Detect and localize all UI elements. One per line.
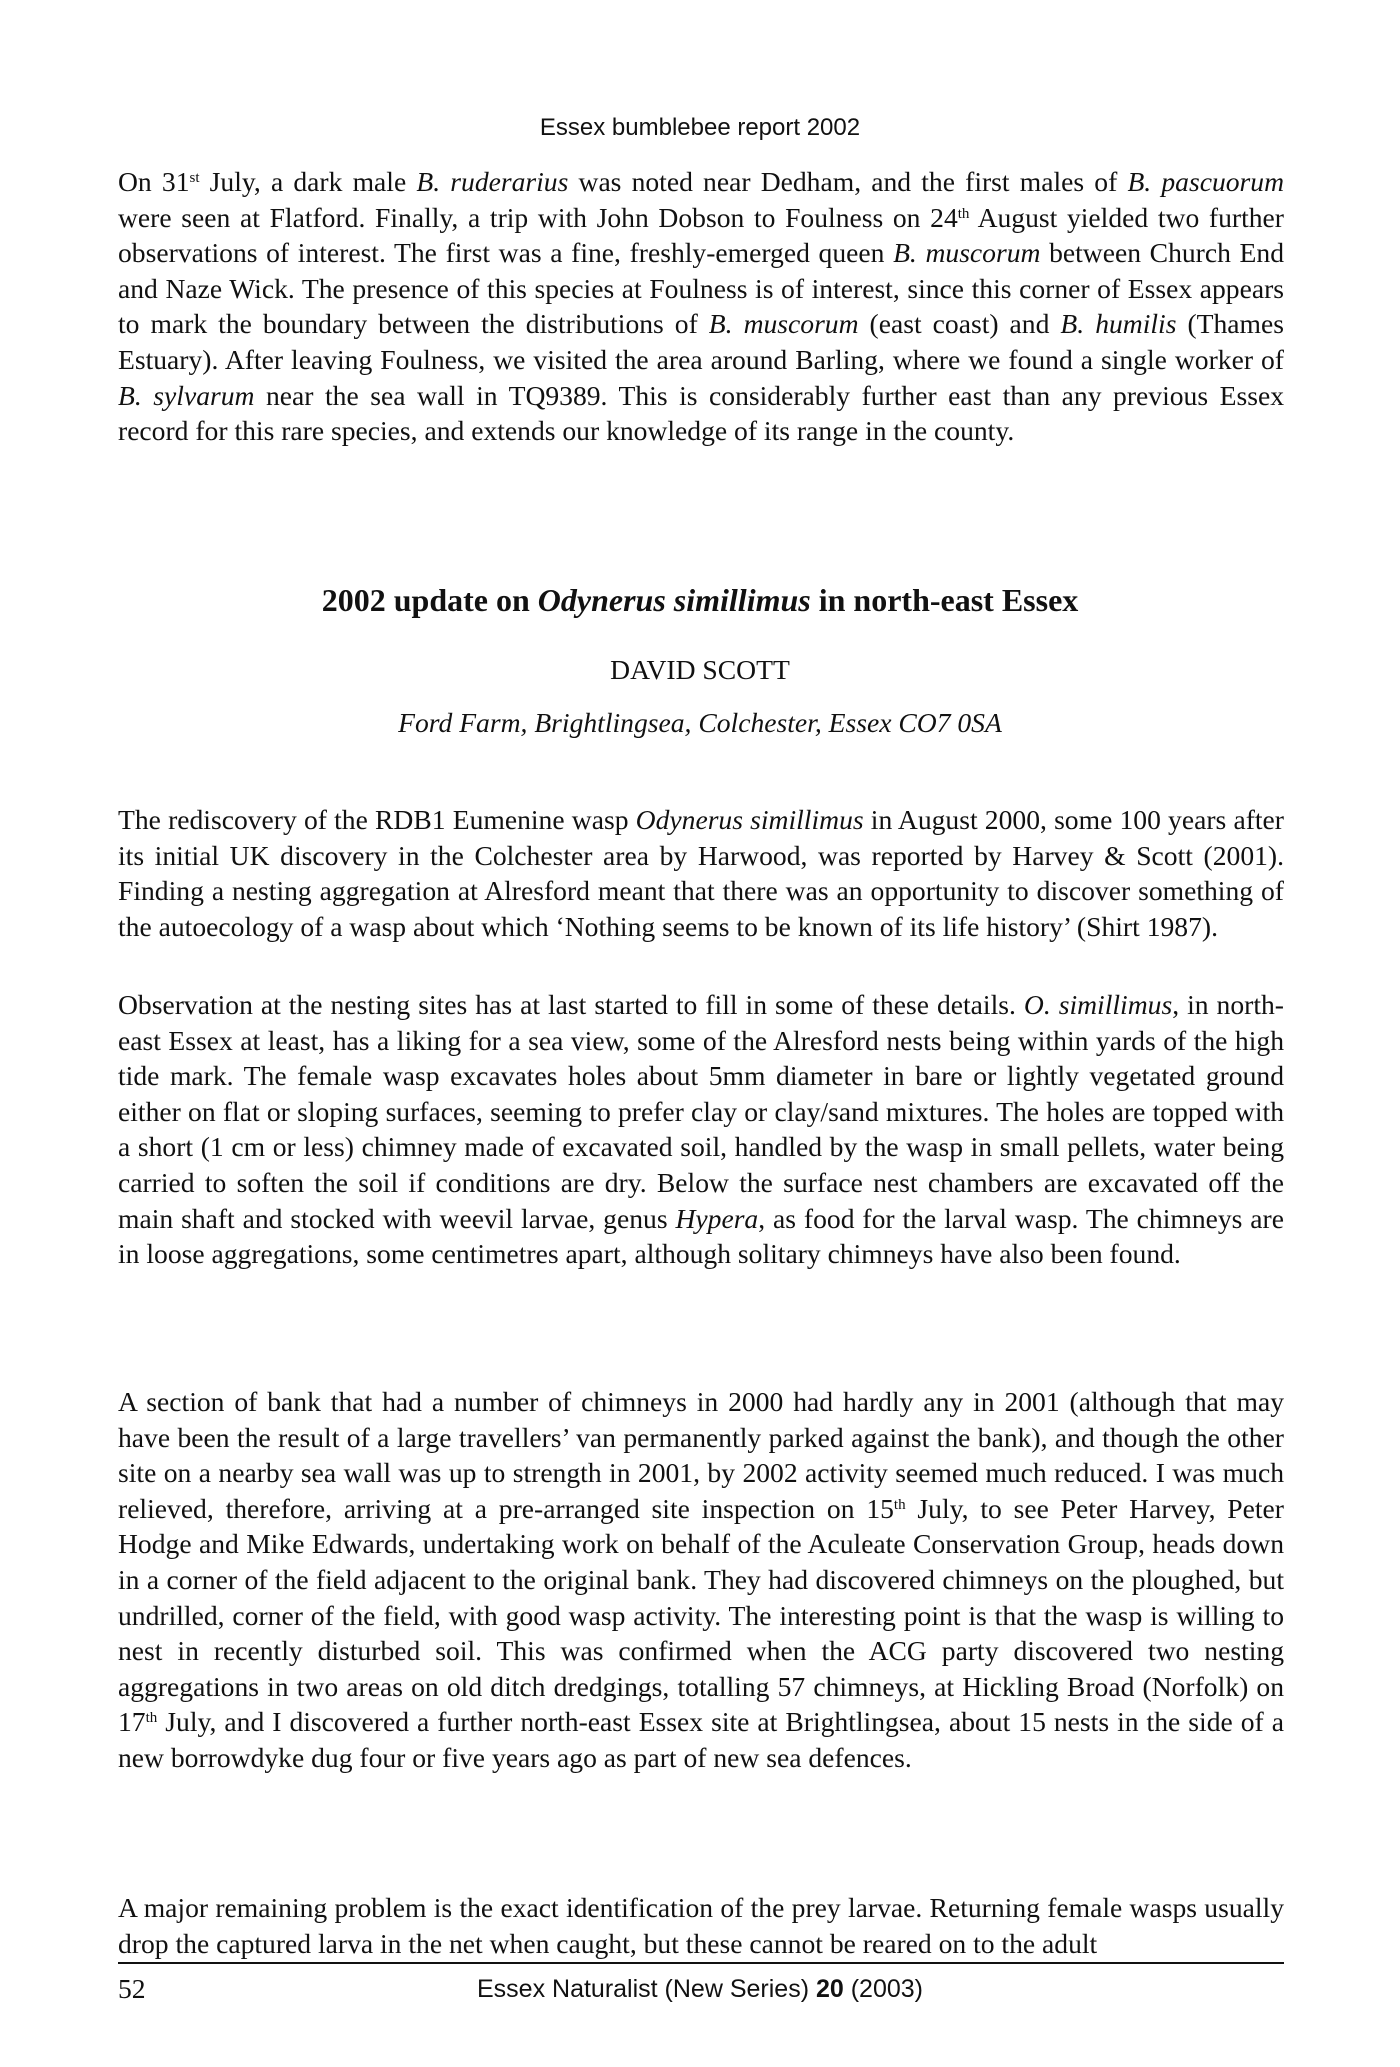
article-title: 2002 update on Odynerus simillimus in north-east Essex [321, 582, 1079, 618]
ordinal-suffix: th [957, 205, 970, 222]
author-address: Ford Farm, Brightlingsea, Colchester, Essex CO7 0SA [398, 707, 1002, 738]
body-paragraph-1: The rediscovery of the RDB1 Eumenine wasp Odynerus simillimus in August 2000, some 100 years after its initial UK discovery in the Colchester area by Harwood, was reported by Harvey & Scott (2001). Finding a nesting aggregation at Alresford meant that there was an opportunity to discover something of the autoecology of a wasp about which ‘Nothing seems to be known of its life history’ (Shirt 1987). [118, 804, 1284, 942]
body-paragraph-4: A major remaining problem is the exact identification of the prey larvae. Returning female wasps usually drop the captured larva in the net when caught, but these cannot be reared on to the adult [118, 1892, 1284, 1959]
journal-volume: 20 [815, 1975, 844, 2003]
species-name: B. pascuorum [1127, 166, 1284, 197]
species-name: B. humilis [1060, 308, 1177, 340]
species-name: O. simillimus [1023, 989, 1173, 1020]
article-author: DAVID SCOTT [610, 654, 790, 685]
species-name: Odynerus simillimus [635, 804, 864, 835]
ordinal-suffix: th [145, 1710, 158, 1727]
ordinal-suffix: th [893, 1496, 906, 1513]
body-paragraph-2: Observation at the nesting sites has at last started to fill in some of these details. O. simillimus, in north-east Essex at least, has a liking for a sea view, some of the Alresford nests being within yards of the high tide mark. The female wasp excavates holes about 5mm diameter in bare or lightly vegetated ground either on flat or sloping surfaces, seeming to prefer clay or clay/sand mixtures. The holes are topped with a short (1 cm or less) chimney made of excavated soil, handled by the wasp in small pellets, water being carried to soften the soil if conditions are dry. Below the surface nest chambers are excavated off the main shaft and stocked with weevil larvae, genus Hypera, as food for the larval wasp. The chimneys are in loose aggregations, some centimetres apart, although solitary chimneys have also been found. [118, 989, 1284, 1270]
article-title-species: Odynerus simillimus [537, 582, 811, 618]
ordinal-suffix: st [189, 170, 200, 186]
species-name: B. muscorum [893, 237, 1041, 269]
species-name: B. sylvarum [118, 379, 255, 411]
species-name: B. ruderarius [416, 166, 569, 197]
journal-citation: Essex Naturalist (New Series) 20 (2003) [476, 1975, 923, 2003]
footer-divider [118, 1962, 1284, 1964]
genus-name: Hypera [675, 1202, 759, 1234]
body-paragraph-3: A section of bank that had a number of chimneys in 2000 had hardly any in 2001 (although that may have been the result of a large travellers’ van permanently parked against the bank), and though the other site on a nearby sea wall was up to strength in 2001, by 2002 activity seemed much reduced. I was much relieved, therefore, arriving at a pre-arranged site inspection on 15th July, to see Peter Harvey, Peter Hodge and Mike Edwards, undertaking work on behalf of the Aculeate Conservation Group, heads down in a corner of the field adjacent to the original bank. They had discovered chimneys on the ploughed, but undrilled, corner of the field, with good wasp activity. The interesting point is that the wasp is willing to nest in recently disturbed soil. This was confirmed when the ACG party discovered two nesting aggregations in two areas on old ditch dredgings, totalling 57 chimneys, at Hickling Broad (Norfolk) on 17th July, and I discovered a further north-east Essex site at Brightlingsea, about 15 nests in the side of a new borrowdyke dug four or five years ago as part of new sea defences. [118, 1386, 1284, 1773]
intro-paragraph: On 31st July, a dark male B. ruderarius was noted near Dedham, and the first males of B. pascuorum were seen at Flatford. Finally, a trip with John Dobson to Foulness on 24th August yielded two further observations of interest. The first was a fine, freshly-emerged queen B. muscorum between Church End and Naze Wick. The presence of this species at Foulness is of interest, since this corner of Essex appears to mark the boundary between the distributions of B. muscorum (east coast) and B. humilis (Thames Estuary). After leaving Foulness, we visited the area around Barling, where we found a single worker of B. sylvarum near the sea wall in TQ9389. This is considerably further east than any previous Essex record for this rare species, and extends our knowledge of its range in the county. [118, 166, 1285, 447]
species-name: B. muscorum [708, 308, 859, 340]
page-number: 52 [118, 1973, 146, 2004]
running-header: Essex bumblebee report 2002 [539, 114, 861, 141]
